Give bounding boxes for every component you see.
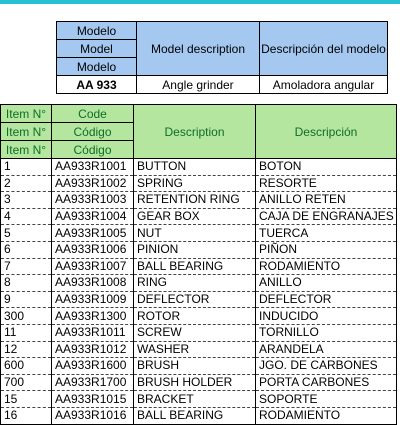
part-description: BALL BEARING (134, 258, 256, 275)
part-code: AA933R1600 (52, 358, 134, 375)
part-descripcion: PORTA CARBONES (256, 374, 397, 391)
part-description: GEAR BOX (134, 208, 256, 225)
part-row (1, 241, 397, 258)
header-item-number: Item N° (1, 105, 52, 123)
part-code: AA933R1016 (52, 407, 134, 424)
model-code: AA 933 (57, 76, 137, 94)
model-description-es-header: Descripción del modelo (260, 22, 388, 76)
part-descripcion: ANILLO (256, 275, 397, 292)
header-item-number: Item N° (1, 123, 52, 141)
part-code: AA933R1300 (52, 308, 134, 325)
part-descripcion: DEFLECTOR (256, 291, 397, 308)
part-item-number: 12 (1, 341, 52, 358)
header-description: Description (134, 105, 256, 159)
part-code: AA933R1012 (52, 341, 134, 358)
part-row (1, 407, 397, 424)
part-row (1, 208, 397, 225)
part-description: DEFLECTOR (134, 291, 256, 308)
part-item-number: 8 (1, 275, 52, 292)
model-table (56, 21, 388, 94)
top-accent-rule (0, 0, 400, 4)
part-description: SCREW (134, 324, 256, 341)
header-code: Código (52, 141, 134, 159)
part-code: AA933R1002 (52, 175, 134, 192)
part-code: AA933R1700 (52, 374, 134, 391)
part-code: AA933R1008 (52, 275, 134, 292)
part-code: AA933R1001 (52, 159, 134, 176)
part-item-number: 7 (1, 258, 52, 275)
part-item-number: 4 (1, 208, 52, 225)
part-description: RING (134, 275, 256, 292)
part-row (1, 225, 397, 242)
model-label-es: Modelo (57, 22, 137, 40)
part-descripcion: RESORTE (256, 175, 397, 192)
model-description-header: Model description (137, 22, 260, 76)
part-item-number: 1 (1, 159, 52, 176)
part-row (1, 358, 397, 375)
part-description: NUT (134, 225, 256, 242)
part-code: AA933R1003 (52, 192, 134, 209)
part-item-number: 6 (1, 241, 52, 258)
part-descripcion: INDUCIDO (256, 308, 397, 325)
header-code: Code (52, 105, 134, 123)
header-item-number: Item N° (1, 141, 52, 159)
part-row (1, 374, 397, 391)
part-descripcion: PIÑON (256, 241, 397, 258)
part-row (1, 341, 397, 358)
part-item-number: 11 (1, 324, 52, 341)
part-descripcion: TUERCA (256, 225, 397, 242)
part-row (1, 159, 397, 176)
part-description: PINION (134, 241, 256, 258)
part-descripcion: ANILLO RETEN (256, 192, 397, 209)
part-item-number: 2 (1, 175, 52, 192)
model-description: Angle grinder (137, 76, 260, 94)
model-label-pt: Modelo (57, 58, 137, 76)
part-item-number: 5 (1, 225, 52, 242)
part-item-number: 3 (1, 192, 52, 209)
part-code: AA933R1004 (52, 208, 134, 225)
header-descripcion: Descripción (256, 105, 397, 159)
part-descripcion: RODAMIENTO (256, 407, 397, 424)
part-item-number: 15 (1, 391, 52, 408)
part-row (1, 192, 397, 209)
part-row (1, 258, 397, 275)
part-item-number: 16 (1, 407, 52, 424)
part-description: SPRING (134, 175, 256, 192)
part-description: BRUSH HOLDER (134, 374, 256, 391)
part-description: BRUSH (134, 358, 256, 375)
part-code: AA933R1009 (52, 291, 134, 308)
parts-table (0, 104, 397, 425)
model-label-en: Model (57, 40, 137, 58)
part-descripcion: ARANDELA (256, 341, 397, 358)
part-row (1, 308, 397, 325)
part-description: BRACKET (134, 391, 256, 408)
part-description: ROTOR (134, 308, 256, 325)
part-item-number: 9 (1, 291, 52, 308)
part-row (1, 291, 397, 308)
part-item-number: 700 (1, 374, 52, 391)
part-code: AA933R1006 (52, 241, 134, 258)
part-code: AA933R1005 (52, 225, 134, 242)
part-descripcion: SOPORTE (256, 391, 397, 408)
model-description-es: Amoladora angular (260, 76, 388, 94)
part-description: RETENTION RING (134, 192, 256, 209)
part-item-number: 300 (1, 308, 52, 325)
part-code: AA933R1015 (52, 391, 134, 408)
part-item-number: 600 (1, 358, 52, 375)
part-description: BALL BEARING (134, 407, 256, 424)
part-descripcion: TORNILLO (256, 324, 397, 341)
header-code: Código (52, 123, 134, 141)
part-descripcion: RODAMIENTO (256, 258, 397, 275)
part-descripcion: JGO. DE CARBONES (256, 358, 397, 375)
part-descripcion: CAJA DE ENGRANAJES (256, 208, 397, 225)
part-description: BUTTON (134, 159, 256, 176)
part-code: AA933R1007 (52, 258, 134, 275)
part-row (1, 324, 397, 341)
part-descripcion: BOTON (256, 159, 397, 176)
part-row (1, 391, 397, 408)
part-code: AA933R1011 (52, 324, 134, 341)
part-row (1, 175, 397, 192)
part-row (1, 275, 397, 292)
part-description: WASHER (134, 341, 256, 358)
parts-list (1, 159, 397, 425)
